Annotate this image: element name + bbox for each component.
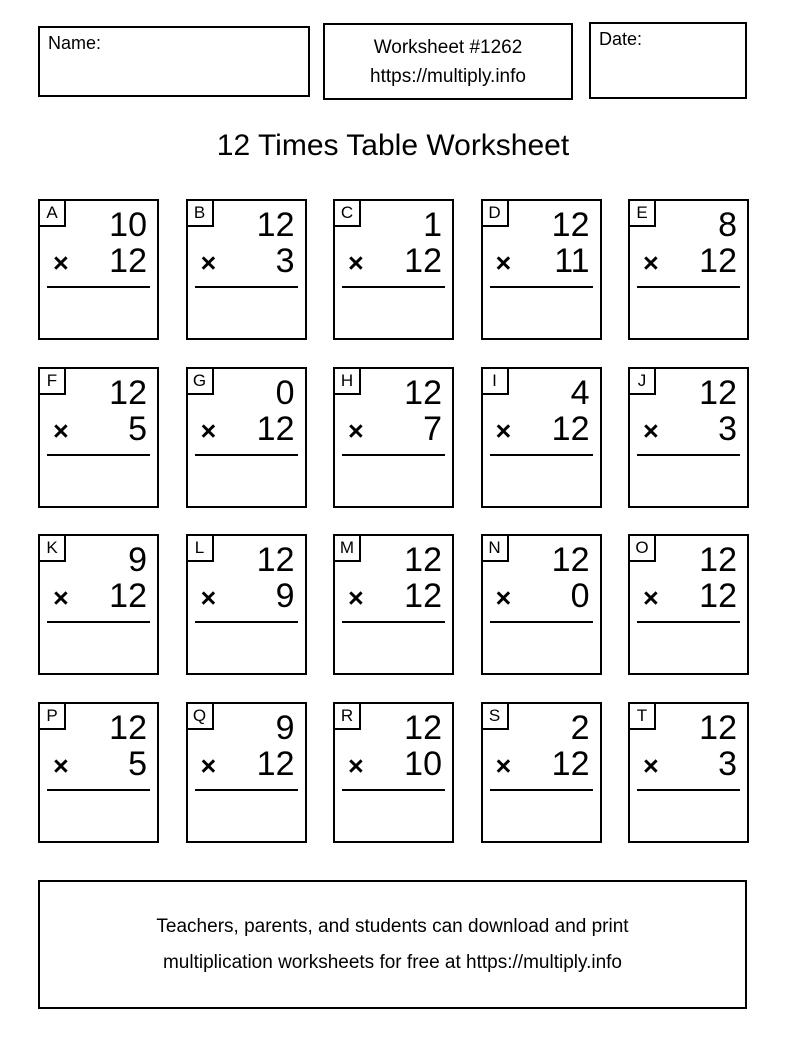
multiplier: 12 [699, 242, 737, 280]
footer-line-1: Teachers, parents, and students can download and print [156, 915, 629, 937]
answer-space [188, 623, 305, 673]
problem-letter: N [483, 536, 509, 562]
problem-card [628, 199, 749, 340]
answer-space [335, 791, 452, 841]
times-operator: × [643, 583, 659, 613]
times-operator: × [53, 248, 69, 278]
problem-card [38, 534, 159, 675]
multiplier: 3 [275, 242, 295, 280]
multiplicand: 12 [699, 708, 737, 747]
problem-second-row [40, 746, 157, 784]
multiplier: 12 [109, 242, 147, 280]
problem-card [38, 367, 159, 508]
times-operator: × [495, 248, 512, 278]
worksheet-url: https://multiply.info [370, 65, 526, 87]
footer-box [38, 880, 747, 1009]
problem-card [628, 534, 749, 675]
answer-space [188, 456, 305, 506]
answer-space [335, 623, 452, 673]
problem-second-row [483, 746, 600, 784]
answer-space [630, 623, 747, 673]
multiplier: 3 [718, 409, 737, 448]
problem-letter: I [483, 369, 509, 395]
problem-letter: F [40, 369, 66, 395]
multiplicand: 12 [404, 373, 442, 412]
multiplicand: 12 [699, 541, 737, 579]
answer-space [335, 456, 452, 506]
multiplier: 12 [404, 242, 442, 280]
times-operator: × [53, 750, 69, 781]
problem-card [481, 367, 602, 508]
problem-letter: T [630, 704, 656, 730]
problem-second-row [188, 578, 305, 616]
problem-card [186, 367, 307, 508]
date-label: Date: [599, 29, 643, 49]
times-operator: × [53, 583, 69, 613]
problem-letter: B [188, 201, 214, 227]
problem-second-row [630, 746, 747, 784]
multiplicand: 1 [423, 206, 442, 244]
multiplicand: 0 [275, 373, 295, 412]
multiplicand: 12 [109, 373, 147, 412]
multiplier: 10 [404, 744, 442, 783]
answer-space [40, 288, 157, 338]
multiplicand: 12 [404, 541, 442, 579]
problems-grid [38, 199, 749, 843]
answer-space [40, 456, 157, 506]
multiplier: 12 [699, 577, 737, 615]
answer-space [188, 791, 305, 841]
worksheet-number: Worksheet #1262 [373, 36, 523, 58]
worksheet-info-box [323, 23, 573, 100]
multiplier: 3 [718, 744, 737, 783]
multiplier: 9 [275, 577, 295, 615]
problem-letter: K [40, 536, 66, 562]
name-label: Name: [48, 33, 102, 53]
problem-letter: H [335, 369, 361, 395]
problem-letter: R [335, 704, 361, 730]
multiplier: 12 [551, 409, 590, 448]
problem-second-row [335, 746, 452, 784]
problem-letter: D [483, 201, 509, 227]
problem-card [186, 702, 307, 843]
problem-letter: P [40, 704, 66, 730]
multiplier: 12 [256, 409, 295, 448]
problem-letter: G [188, 369, 214, 395]
problem-card [333, 199, 454, 340]
times-operator: × [200, 750, 217, 781]
problem-card [333, 534, 454, 675]
multiplicand: 2 [570, 708, 590, 747]
problem-letter: Q [188, 704, 214, 730]
problem-letter: C [335, 201, 361, 227]
problem-card [38, 199, 159, 340]
problem-card [481, 534, 602, 675]
answer-space [335, 288, 452, 338]
problem-second-row [40, 411, 157, 449]
answer-space [483, 791, 600, 841]
problem-card [186, 199, 307, 340]
problem-second-row [188, 411, 305, 449]
problem-second-row [630, 578, 747, 616]
problem-second-row [335, 411, 452, 449]
problem-card [38, 702, 159, 843]
times-operator: × [53, 415, 69, 446]
problem-letter: E [630, 201, 656, 227]
multiplier: 12 [404, 577, 442, 615]
problem-second-row [483, 243, 600, 281]
page-title: 12 Times Table Worksheet [216, 129, 570, 162]
multiplicand: 12 [256, 541, 295, 579]
problem-letter: O [630, 536, 656, 562]
multiplier: 5 [128, 409, 147, 448]
times-operator: × [348, 248, 364, 278]
multiplicand: 12 [699, 373, 737, 412]
multiplier: 0 [570, 577, 590, 615]
answer-space [483, 288, 600, 338]
problem-card [333, 367, 454, 508]
answer-space [630, 791, 747, 841]
multiplier: 12 [256, 744, 295, 783]
problem-card [333, 702, 454, 843]
problem-second-row [483, 578, 600, 616]
problem-second-row [40, 243, 157, 281]
multiplicand: 8 [718, 206, 737, 244]
problem-letter: A [40, 201, 66, 227]
times-operator: × [200, 415, 217, 446]
answer-space [483, 623, 600, 673]
problem-letter: L [188, 536, 214, 562]
footer-line-2: multiplication worksheets for free at https://multiply.info [162, 951, 622, 973]
answer-space [630, 456, 747, 506]
problem-letter: M [335, 536, 361, 562]
multiplier: 11 [554, 242, 590, 280]
problem-second-row [335, 578, 452, 616]
times-operator: × [643, 248, 659, 278]
times-operator: × [200, 583, 217, 613]
problem-letter: S [483, 704, 509, 730]
times-operator: × [495, 415, 512, 446]
answer-space [40, 623, 157, 673]
times-operator: × [200, 248, 217, 278]
problem-second-row [630, 243, 747, 281]
times-operator: × [348, 583, 364, 613]
multiplicand: 9 [275, 708, 295, 747]
problem-card [481, 199, 602, 340]
multiplier: 12 [109, 577, 147, 615]
problem-second-row [40, 578, 157, 616]
answer-space [630, 288, 747, 338]
problem-letter: J [630, 369, 656, 395]
times-operator: × [643, 750, 659, 781]
multiplier: 12 [551, 744, 590, 783]
problem-card [628, 367, 749, 508]
name-field [38, 26, 310, 97]
multiplicand: 4 [570, 373, 590, 412]
multiplicand: 10 [109, 206, 147, 244]
multiplicand: 12 [404, 708, 442, 747]
times-operator: × [495, 750, 512, 781]
problem-second-row [335, 243, 452, 281]
multiplier: 5 [128, 744, 147, 783]
problem-second-row [188, 243, 305, 281]
answer-space [483, 456, 600, 506]
multiplicand: 9 [128, 541, 147, 579]
multiplicand: 12 [256, 206, 295, 244]
multiplier: 7 [423, 409, 442, 448]
date-field [589, 22, 747, 99]
problem-card [186, 534, 307, 675]
times-operator: × [348, 415, 364, 446]
times-operator: × [643, 415, 659, 446]
multiplicand: 12 [109, 708, 147, 747]
answer-space [188, 288, 305, 338]
multiplicand: 12 [551, 206, 590, 244]
answer-space [40, 791, 157, 841]
times-operator: × [495, 583, 512, 613]
problem-second-row [630, 411, 747, 449]
problem-second-row [188, 746, 305, 784]
times-operator: × [348, 750, 364, 781]
multiplicand: 12 [551, 541, 590, 579]
problem-second-row [483, 411, 600, 449]
problem-card [481, 702, 602, 843]
problem-card [628, 702, 749, 843]
